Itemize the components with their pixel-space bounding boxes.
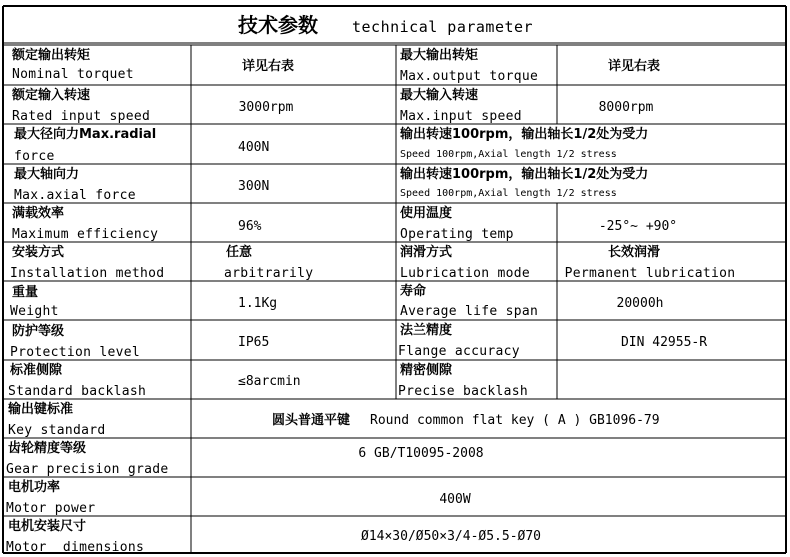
- label-en-installation-method: Installation method: [10, 266, 165, 281]
- value-motor-dimensions: Ø14×30/Ø50×3/4-Ø5.5-Ø70: [360, 529, 542, 544]
- label-cn-rated-output-torque: 额定输出转矩: [12, 48, 91, 63]
- label-en-max-input-speed: Max.input speed: [400, 109, 522, 124]
- value-cn-installation-method: 任意: [226, 245, 253, 260]
- note-en-radial-force: Speed 100rpm,Axial length 1/2 stress: [400, 149, 617, 160]
- label-cn-flange-accuracy: 法兰精度: [400, 323, 453, 338]
- label-cn-operating-temp: 使用温度: [400, 206, 453, 221]
- label-en-motor-power: Motor power: [6, 501, 96, 516]
- value-cn-key-standard: 圆头普通平键: [272, 413, 351, 428]
- value-weight: 1.1Kg: [238, 296, 278, 311]
- header-title-cn: 技术参数: [238, 13, 318, 37]
- label-cn-installation-method: 安装方式: [12, 245, 65, 260]
- value-en-key-standard: Round common flat key ( A ) GB1096-79: [370, 413, 660, 428]
- value-en-installation-method: arbitrarily: [224, 266, 314, 281]
- value-standard-backlash: ≤8arcmin: [238, 374, 301, 389]
- label-en-weight: Weight: [10, 304, 59, 319]
- value-max-output-torque: 详见右表: [607, 59, 661, 74]
- label-en-precise-backlash: Precise backlash: [398, 384, 529, 399]
- label-cn-max-output-torque: 最大输出转矩: [400, 48, 479, 63]
- label-en-lubrication-mode: Lubrication mode: [400, 266, 531, 281]
- value-max-input-speed: 8000rpm: [598, 100, 654, 115]
- label-cn-weight: 重量: [12, 285, 39, 300]
- note-cn-axial-force: 输出转速100rpm，输出轴长1/2处为受力: [400, 167, 649, 182]
- value-rated-output-torque: 详见右表: [241, 59, 295, 74]
- label-en-flange-accuracy: Flange accuracy: [398, 344, 520, 359]
- value-cn-lubrication-mode: 长效润滑: [607, 245, 661, 260]
- label-en-key-standard: Key standard: [8, 423, 106, 438]
- label-cn-max-efficiency: 满载效率: [12, 206, 65, 221]
- label-cn-key-standard: 输出键标准: [8, 402, 74, 417]
- value-operating-temp: -25°~ +90°: [598, 219, 678, 234]
- header-title-en: technical parameter: [352, 18, 534, 36]
- label-cn-motor-dimensions: 电机安装尺寸: [8, 519, 87, 534]
- label-cn-max-radial-force: 最大径向力Max.radial: [14, 127, 157, 142]
- value-max-efficiency: 96%: [238, 219, 262, 234]
- note-en-axial-force: Speed 100rpm,Axial length 1/2 stress: [400, 188, 617, 199]
- value-max-radial-force: 400N: [238, 140, 270, 155]
- value-protection-level: IP65: [238, 335, 270, 350]
- label-en-rated-input-speed: Rated input speed: [12, 109, 151, 124]
- label-en-rated-output-torque: Nominal torquet: [12, 67, 134, 82]
- label-en-standard-backlash: Standard backlash: [8, 384, 147, 399]
- value-gear-precision: 6 GB/T10095-2008: [358, 446, 484, 461]
- label-en-max-axial-force: Max.axial force: [14, 188, 136, 203]
- label-cn-precise-backlash: 精密侧隙: [400, 363, 453, 378]
- note-cn-radial-force: 输出转速100rpm，输出轴长1/2处为受力: [400, 127, 649, 142]
- label-en-protection-level: Protection level: [10, 345, 141, 360]
- label-cn-protection-level: 防护等级: [12, 324, 65, 339]
- label-en-life-span: Average life span: [400, 304, 539, 319]
- label-cn-max-input-speed: 最大输入转速: [400, 88, 479, 103]
- value-max-axial-force: 300N: [238, 179, 270, 194]
- label-cn-motor-power: 电机功率: [8, 480, 61, 495]
- label-en-gear-precision: Gear precision grade: [6, 462, 169, 477]
- label-en-max-output-torque: Max.output torque: [400, 69, 539, 84]
- label-cn-standard-backlash: 标准侧隙: [10, 363, 63, 378]
- value-flange-accuracy: DIN 42955-R: [620, 335, 708, 350]
- value-en-lubrication-mode: Permanent lubrication: [564, 266, 736, 281]
- label-en-max-efficiency: Maximum efficiency: [12, 227, 159, 242]
- label-cn-lubrication-mode: 润滑方式: [400, 245, 453, 260]
- label-cn-life-span: 寿命: [400, 284, 427, 299]
- label-en-operating-temp: Operating temp: [400, 227, 514, 242]
- label-en-motor-dimensions: Motor dimensions: [6, 540, 145, 555]
- value-motor-power: 400W: [439, 492, 471, 507]
- label-cn-gear-precision: 齿轮精度等级: [8, 441, 87, 456]
- value-life-span: 20000h: [616, 296, 664, 311]
- label-cn-rated-input-speed: 额定输入转速: [12, 88, 91, 103]
- label-en-max-radial-force: force: [14, 149, 55, 164]
- label-cn-max-axial-force: 最大轴向力: [14, 167, 80, 182]
- value-rated-input-speed: 3000rpm: [238, 100, 294, 115]
